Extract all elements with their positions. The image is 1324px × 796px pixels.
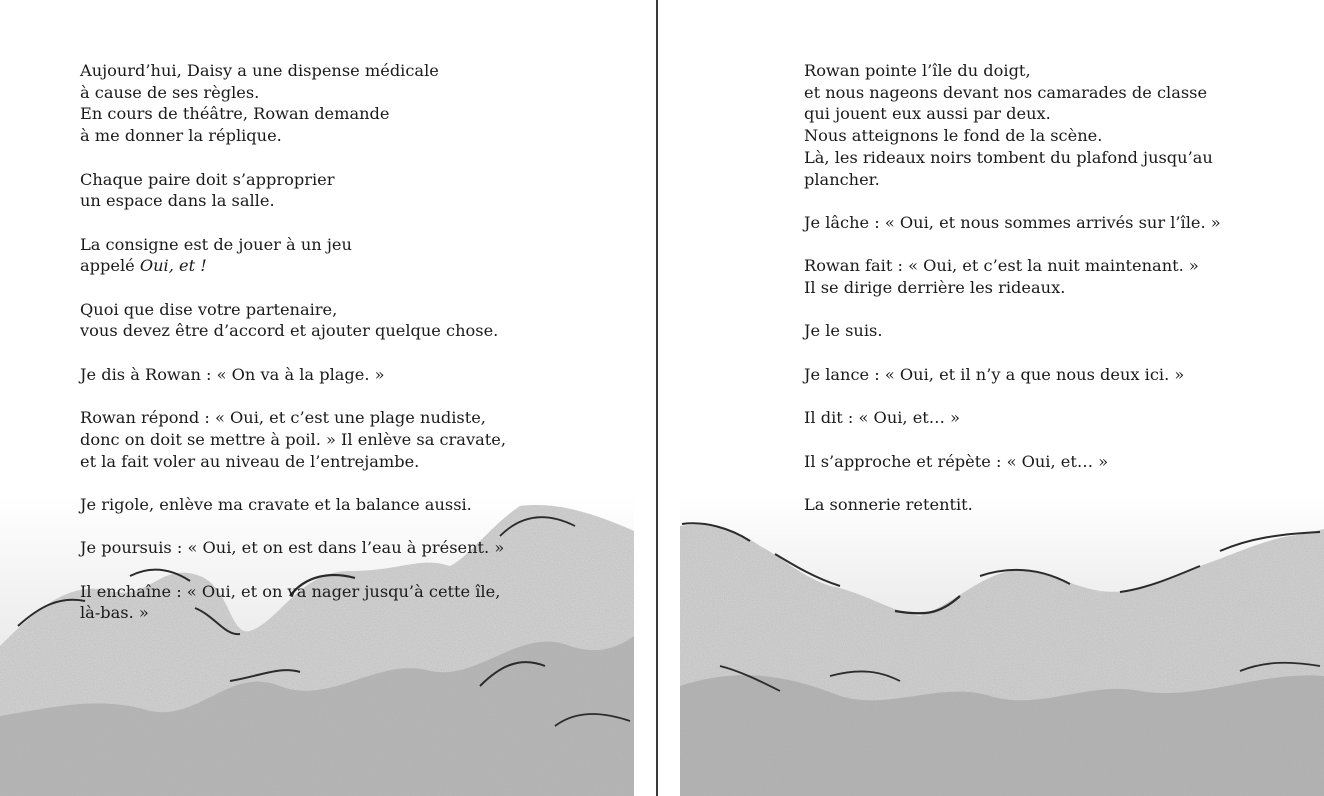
text-line <box>80 255 600 277</box>
text-line: En cours de théâtre, Rowan demande <box>80 104 390 124</box>
text-line: La consigne est de jouer à un jeu <box>80 234 352 254</box>
text-line: Aujourd’hui, Daisy a une dispense médicale <box>80 61 439 80</box>
text-line: Je le suis. <box>804 321 883 341</box>
left-page-text <box>80 60 600 646</box>
paragraph <box>804 255 1304 298</box>
text-line: qui jouent eux aussi par deux. <box>804 104 1051 124</box>
text-line: à cause de ses règles. <box>80 82 260 102</box>
right-page-text <box>804 60 1304 537</box>
text-line: vous devez être d’accord et ajouter quelque chose. <box>80 321 499 341</box>
paragraph <box>80 60 600 147</box>
text-line: Chaque paire doit s’approprier <box>80 169 335 189</box>
paragraph <box>804 364 1304 386</box>
text-line: là-bas. » <box>80 603 149 623</box>
paragraph <box>80 407 600 472</box>
text-line: Je lance : « Oui, et il n’y a que nous deux ici. » <box>804 364 1185 384</box>
text-line: Je lâche : « Oui, et nous sommes arrivés sur l’île. » <box>804 212 1221 232</box>
text-line: Rowan fait : « Oui, et c’est la nuit maintenant. » <box>804 256 1199 276</box>
text-line: Il enchaîne : « Oui, et on va nager jusqu’à cette île, <box>80 581 501 601</box>
text-line: Quoi que dise votre partenaire, <box>80 299 338 319</box>
text-line: Il s’approche et répète : « Oui, et… » <box>804 451 1109 471</box>
paragraph <box>804 320 1304 342</box>
left-page <box>0 0 634 796</box>
text-line: donc on doit se mettre à poil. » Il enlève sa cravate, <box>80 429 506 449</box>
text-line: Rowan répond : « Oui, et c’est une plage nudiste, <box>80 408 486 428</box>
paragraph <box>80 234 600 277</box>
text-line: Nous atteignons le fond de la scène. <box>804 126 1103 146</box>
paragraph <box>80 364 600 386</box>
right-page <box>680 0 1324 796</box>
paragraph <box>80 299 600 342</box>
text-line: un espace dans la salle. <box>80 191 275 211</box>
right-waves-illustration <box>680 496 1324 796</box>
paragraph <box>80 494 600 516</box>
paragraph <box>804 451 1304 473</box>
paragraph <box>804 60 1304 190</box>
text-line: et la fait voler au niveau de l’entrejambe. <box>80 451 420 471</box>
paragraph <box>80 581 600 624</box>
paragraph <box>804 407 1304 429</box>
paragraph <box>80 537 600 559</box>
game-title-italic: Oui, et ! <box>139 256 207 276</box>
text-line: Je rigole, enlève ma cravate et la balance aussi. <box>80 494 472 514</box>
text-fragment: appelé <box>80 256 140 276</box>
text-line: et nous nageons devant nos camarades de classe <box>804 82 1208 102</box>
page-divider <box>656 0 658 796</box>
text-line: Rowan pointe l’île du doigt, <box>804 61 1031 80</box>
text-line: à me donner la réplique. <box>80 126 282 146</box>
paragraph <box>804 212 1304 234</box>
text-line: Là, les rideaux noirs tombent du plafond jusqu’au <box>804 147 1213 167</box>
text-line: Je poursuis : « Oui, et on est dans l’eau à présent. » <box>80 538 505 558</box>
text-line: La sonnerie retentit. <box>804 494 973 514</box>
text-line: plancher. <box>804 169 880 189</box>
text-line: Je dis à Rowan : « On va à la plage. » <box>80 364 385 384</box>
text-line: Il dit : « Oui, et… » <box>804 408 961 428</box>
paragraph <box>80 169 600 212</box>
paragraph <box>804 494 1304 516</box>
text-line: Il se dirige derrière les rideaux. <box>804 278 1066 297</box>
